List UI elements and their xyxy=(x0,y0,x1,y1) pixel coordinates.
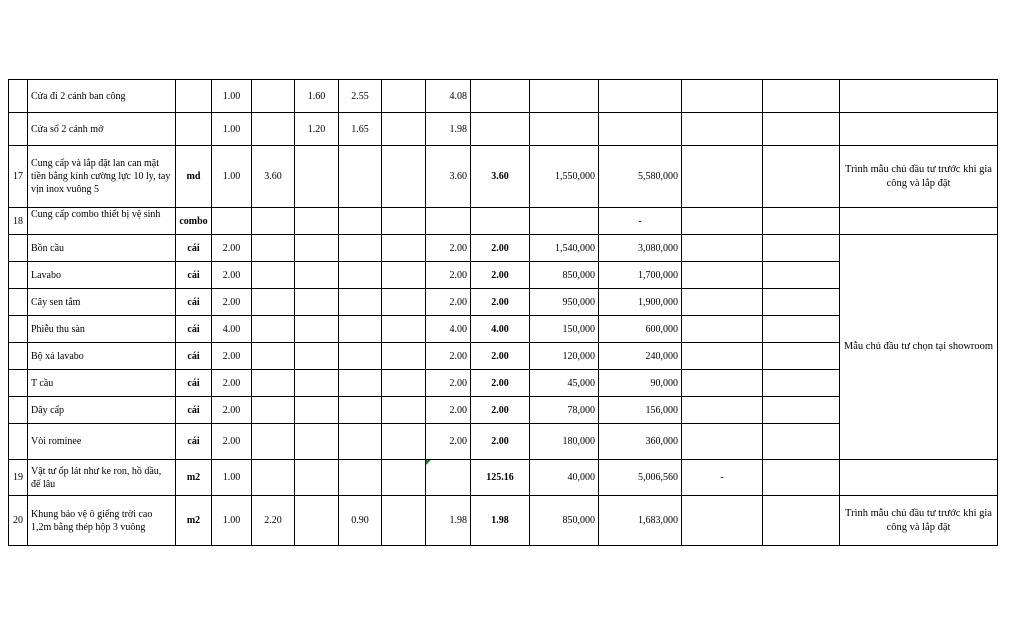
cell-item-name: Vòi rominee xyxy=(28,424,176,460)
cell-column-12 xyxy=(682,146,763,208)
cell-extra xyxy=(382,397,426,424)
table-row xyxy=(9,460,998,496)
cell-extra xyxy=(382,262,426,289)
cell-item-name: T cầu xyxy=(28,370,176,397)
cell-total-quantity: 2.00 xyxy=(471,235,530,262)
cell-unit-price: 120,000 xyxy=(530,343,599,370)
cell-note xyxy=(840,113,998,146)
cell-column-12 xyxy=(682,397,763,424)
cell-column-13 xyxy=(763,208,840,235)
cell-unit-price: 45,000 xyxy=(530,370,599,397)
cell-row-number: 20 xyxy=(9,496,28,546)
cell-unit: cái xyxy=(176,370,212,397)
cell-subtotal-quantity: 1.98 xyxy=(426,113,471,146)
cell-height xyxy=(339,460,382,496)
cell-total-quantity: 4.00 xyxy=(471,316,530,343)
cell-extra xyxy=(382,208,426,235)
cell-amount: 360,000 xyxy=(599,424,682,460)
cell-width: 1.20 xyxy=(295,113,339,146)
cell-quantity: 1.00 xyxy=(212,496,252,546)
cell-row-number xyxy=(9,235,28,262)
cell-total-quantity: 2.00 xyxy=(471,343,530,370)
cell-unit-price: 850,000 xyxy=(530,262,599,289)
cell-column-12 xyxy=(682,496,763,546)
cell-column-13 xyxy=(763,460,840,496)
cell-unit: cái xyxy=(176,235,212,262)
cell-note xyxy=(840,460,998,496)
cell-height xyxy=(339,343,382,370)
cell-quantity: 2.00 xyxy=(212,370,252,397)
cell-width xyxy=(295,316,339,343)
cell-amount: 1,683,000 xyxy=(599,496,682,546)
cell-note xyxy=(840,80,998,113)
cell-item-name: Cây sen tắm xyxy=(28,289,176,316)
cell-quantity: 2.00 xyxy=(212,262,252,289)
cell-amount: 5,580,000 xyxy=(599,146,682,208)
cell-extra xyxy=(382,424,426,460)
cell-unit-price: 950,000 xyxy=(530,289,599,316)
cell-total-quantity: 1.98 xyxy=(471,496,530,546)
cell-total-quantity xyxy=(471,208,530,235)
cell-height xyxy=(339,424,382,460)
table-row xyxy=(9,146,998,208)
cell-subtotal-quantity: 2.00 xyxy=(426,343,471,370)
cell-height xyxy=(339,370,382,397)
cell-extra xyxy=(382,460,426,496)
cell-quantity: 1.00 xyxy=(212,146,252,208)
cell-item-name: Phiễu thu sàn xyxy=(28,316,176,343)
cell-column-13 xyxy=(763,146,840,208)
cell-column-12 xyxy=(682,208,763,235)
cell-unit-price: 150,000 xyxy=(530,316,599,343)
cell-subtotal-quantity xyxy=(426,460,471,496)
cell-unit: md xyxy=(176,146,212,208)
cell-column-13 xyxy=(763,80,840,113)
cell-column-13 xyxy=(763,370,840,397)
cell-amount xyxy=(599,113,682,146)
cell-total-quantity: 2.00 xyxy=(471,424,530,460)
cell-note: Trình mẫu chủ đầu tư trước khi gia công và lắp đặt xyxy=(840,146,998,208)
cell-corner-marker xyxy=(426,460,431,465)
cell-amount: 240,000 xyxy=(599,343,682,370)
cell-subtotal-quantity: 4.08 xyxy=(426,80,471,113)
table-row xyxy=(9,80,998,113)
cell-column-12 xyxy=(682,424,763,460)
cell-total-quantity: 2.00 xyxy=(471,370,530,397)
cell-width xyxy=(295,496,339,546)
cell-quantity: 2.00 xyxy=(212,424,252,460)
cell-unit: cái xyxy=(176,343,212,370)
cell-length xyxy=(252,343,295,370)
cell-row-number: 19 xyxy=(9,460,28,496)
cell-unit: m2 xyxy=(176,460,212,496)
cell-width xyxy=(295,460,339,496)
cell-width xyxy=(295,289,339,316)
cell-width xyxy=(295,235,339,262)
cell-unit-price: 1,540,000 xyxy=(530,235,599,262)
cell-unit-price: 78,000 xyxy=(530,397,599,424)
cell-quantity: 2.00 xyxy=(212,235,252,262)
cell-column-12: - xyxy=(682,460,763,496)
cell-extra xyxy=(382,146,426,208)
table-row xyxy=(9,235,998,262)
cell-row-number xyxy=(9,397,28,424)
cell-amount: 1,700,000 xyxy=(599,262,682,289)
cell-subtotal-quantity: 2.00 xyxy=(426,424,471,460)
cell-unit-price: 850,000 xyxy=(530,496,599,546)
cell-unit: combo xyxy=(176,208,212,235)
cell-extra xyxy=(382,496,426,546)
cell-quantity: 1.00 xyxy=(212,460,252,496)
cell-column-13 xyxy=(763,316,840,343)
cell-extra xyxy=(382,235,426,262)
cell-quantity: 2.00 xyxy=(212,397,252,424)
cell-item-name: Bồn cầu xyxy=(28,235,176,262)
cell-length xyxy=(252,80,295,113)
cell-height xyxy=(339,397,382,424)
cell-unit-price xyxy=(530,80,599,113)
cell-width xyxy=(295,262,339,289)
cell-subtotal-quantity: 2.00 xyxy=(426,370,471,397)
cell-amount: 90,000 xyxy=(599,370,682,397)
cell-quantity xyxy=(212,208,252,235)
cell-column-13 xyxy=(763,113,840,146)
cell-amount: 5,006,560 xyxy=(599,460,682,496)
cell-column-12 xyxy=(682,343,763,370)
table-row xyxy=(9,496,998,546)
cell-unit: cái xyxy=(176,316,212,343)
cell-length: 2.20 xyxy=(252,496,295,546)
cell-row-number xyxy=(9,370,28,397)
cell-column-12 xyxy=(682,370,763,397)
cell-length xyxy=(252,113,295,146)
cell-width xyxy=(295,370,339,397)
cell-unit-price: 40,000 xyxy=(530,460,599,496)
cell-row-number xyxy=(9,80,28,113)
cell-total-quantity: 2.00 xyxy=(471,289,530,316)
cell-extra xyxy=(382,289,426,316)
cell-height: 0.90 xyxy=(339,496,382,546)
cell-height xyxy=(339,316,382,343)
cell-amount: - xyxy=(599,208,682,235)
cell-column-13 xyxy=(763,424,840,460)
cell-total-quantity: 2.00 xyxy=(471,262,530,289)
cell-subtotal-quantity: 1.98 xyxy=(426,496,471,546)
cell-row-number: 17 xyxy=(9,146,28,208)
cell-length xyxy=(252,262,295,289)
cell-column-12 xyxy=(682,80,763,113)
cell-row-number xyxy=(9,316,28,343)
cell-column-12 xyxy=(682,113,763,146)
cell-height: 1.65 xyxy=(339,113,382,146)
cell-item-name: Lavabo xyxy=(28,262,176,289)
cell-unit: m2 xyxy=(176,496,212,546)
cell-length xyxy=(252,460,295,496)
cell-column-13 xyxy=(763,289,840,316)
cell-width xyxy=(295,146,339,208)
cell-amount: 3,080,000 xyxy=(599,235,682,262)
table-row xyxy=(9,113,998,146)
cell-extra xyxy=(382,316,426,343)
cell-item-name: Bộ xả lavabo xyxy=(28,343,176,370)
cell-subtotal-quantity: 3.60 xyxy=(426,146,471,208)
cell-subtotal-quantity: 2.00 xyxy=(426,397,471,424)
cell-height xyxy=(339,289,382,316)
cell-subtotal-quantity: 2.00 xyxy=(426,262,471,289)
cell-height xyxy=(339,208,382,235)
cell-subtotal-quantity: 2.00 xyxy=(426,289,471,316)
cell-quantity: 4.00 xyxy=(212,316,252,343)
cell-total-quantity: 3.60 xyxy=(471,146,530,208)
cell-row-number: 18 xyxy=(9,208,28,235)
cell-unit-price xyxy=(530,208,599,235)
cell-column-13 xyxy=(763,397,840,424)
cell-length xyxy=(252,316,295,343)
cell-extra xyxy=(382,343,426,370)
cell-quantity: 1.00 xyxy=(212,113,252,146)
cell-extra xyxy=(382,370,426,397)
cell-quantity: 2.00 xyxy=(212,343,252,370)
cell-width xyxy=(295,208,339,235)
cell-row-number xyxy=(9,343,28,370)
cell-amount: 1,900,000 xyxy=(599,289,682,316)
cell-unit: cái xyxy=(176,397,212,424)
cell-note: Trình mẫu chủ đầu tư trước khi gia công và lắp đặt xyxy=(840,496,998,546)
cell-total-quantity: 125.16 xyxy=(471,460,530,496)
cell-unit xyxy=(176,113,212,146)
cell-item-name: Dây cấp xyxy=(28,397,176,424)
cell-item-name: Cửa đi 2 cánh ban công xyxy=(28,80,176,113)
cell-extra xyxy=(382,80,426,113)
cell-subtotal-quantity: 2.00 xyxy=(426,235,471,262)
cell-subtotal-quantity xyxy=(426,208,471,235)
cell-width xyxy=(295,343,339,370)
cell-row-number xyxy=(9,424,28,460)
cell-width xyxy=(295,397,339,424)
cell-column-12 xyxy=(682,262,763,289)
cell-length xyxy=(252,370,295,397)
cell-row-number xyxy=(9,113,28,146)
cell-height xyxy=(339,235,382,262)
cell-length xyxy=(252,397,295,424)
cell-total-quantity: 2.00 xyxy=(471,397,530,424)
cell-length xyxy=(252,235,295,262)
cell-width: 1.60 xyxy=(295,80,339,113)
cell-unit: cái xyxy=(176,289,212,316)
cell-quantity: 1.00 xyxy=(212,80,252,113)
cell-height xyxy=(339,262,382,289)
cell-total-quantity xyxy=(471,80,530,113)
cell-unit-price: 1,550,000 xyxy=(530,146,599,208)
cell-length: 3.60 xyxy=(252,146,295,208)
cell-length xyxy=(252,208,295,235)
cell-amount: 600,000 xyxy=(599,316,682,343)
cell-unit xyxy=(176,80,212,113)
cell-column-12 xyxy=(682,289,763,316)
cell-unit: cái xyxy=(176,262,212,289)
estimate-table xyxy=(8,79,998,546)
cell-column-12 xyxy=(682,316,763,343)
cell-item-name: Cung cấp và lắp đặt lan can mặt tiền bằng kính cường lực 10 ly, tay vịn inox vuông 5 xyxy=(28,146,176,208)
cell-note xyxy=(840,208,998,235)
cell-amount: 156,000 xyxy=(599,397,682,424)
table-row xyxy=(9,208,998,235)
cell-subtotal-quantity: 4.00 xyxy=(426,316,471,343)
cell-unit: cái xyxy=(176,424,212,460)
cell-column-13 xyxy=(763,496,840,546)
cell-item-name: Cửa sổ 2 cánh mở xyxy=(28,113,176,146)
cell-note: Mẫu chủ đầu tư chọn tại showroom xyxy=(840,235,998,460)
cell-quantity: 2.00 xyxy=(212,289,252,316)
cell-height: 2.55 xyxy=(339,80,382,113)
cell-amount xyxy=(599,80,682,113)
cell-column-13 xyxy=(763,262,840,289)
cell-extra xyxy=(382,113,426,146)
cell-unit-price xyxy=(530,113,599,146)
cell-item-name: Cung cấp combo thiết bị vệ sinh xyxy=(28,208,176,235)
cell-column-12 xyxy=(682,235,763,262)
cell-total-quantity xyxy=(471,113,530,146)
cell-column-13 xyxy=(763,235,840,262)
cell-length xyxy=(252,424,295,460)
cell-row-number xyxy=(9,262,28,289)
cell-height xyxy=(339,146,382,208)
cell-row-number xyxy=(9,289,28,316)
cell-item-name: Vật tư ốp lát như ke ron, hồ dầu, đế lâu xyxy=(28,460,176,496)
cell-column-13 xyxy=(763,343,840,370)
cell-unit-price: 180,000 xyxy=(530,424,599,460)
cell-width xyxy=(295,424,339,460)
cell-length xyxy=(252,289,295,316)
cell-item-name: Khung bảo vệ ô giếng trời cao 1,2m bằng thép hộp 3 vuông xyxy=(28,496,176,546)
